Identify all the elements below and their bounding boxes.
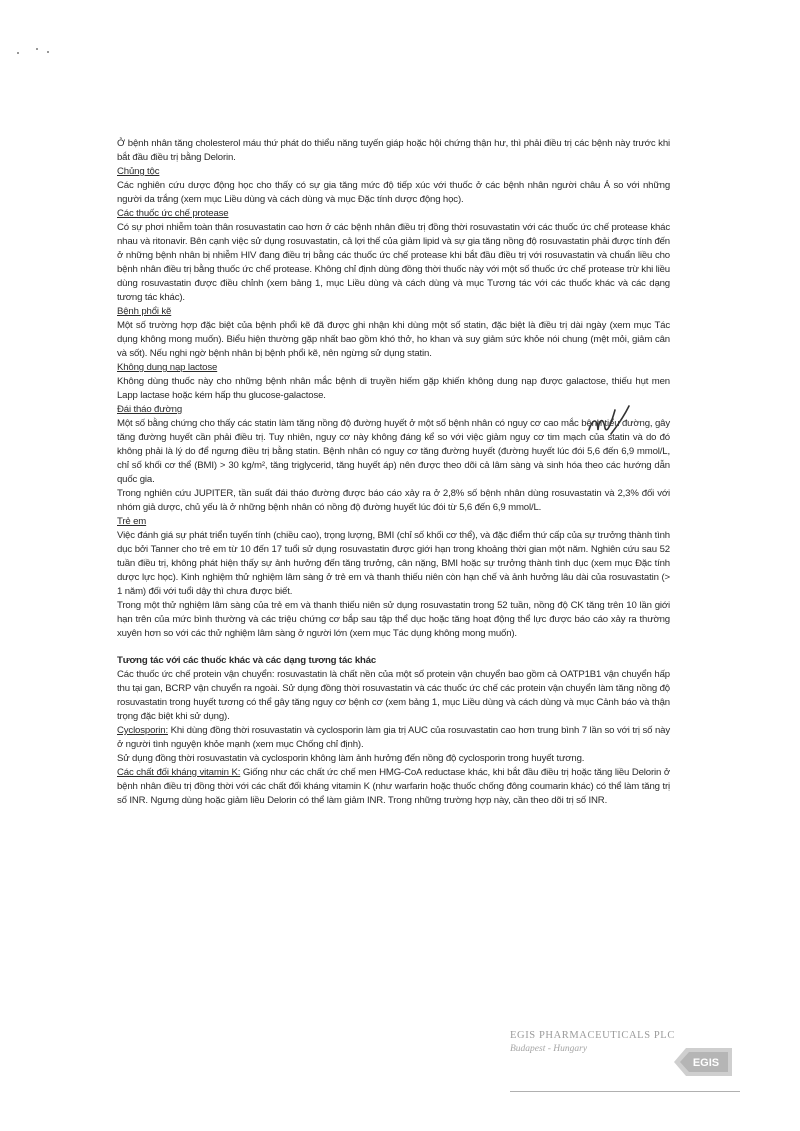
company-name: EGIS PHARMACEUTICALS PLC [510,1030,675,1041]
company-city: Budapest - Hungary [510,1044,588,1054]
paragraph: Có sự phơi nhiễm toàn thân rosuvastatin cao hơn ở các bệnh nhân điều trị đồng thời rosuvastatin với các thuốc ức chế protease khác nhau và ritonavir. Bên cạnh việc sử dụng rosuvastatin, cả lợi thế của giảm lipid và sự gia tăng nồng độ rosuvastatin phải được tính đến ở những bệnh nhân bị nhiễm HIV đang điều trị bằng các thuốc ức chế protease khi bắt đầu điều trị với rosuvastatin và chuẩn liều cho bệnh nhân điều trị bằng thuốc ức chế protease. Không chỉ định dùng đồng thời thuốc này với một số thuốc ức chế protease trừ khi liều dùng rosuvastatin được điều chỉnh (xem bảng 1, mục Liều dùng và cách dùng và mục Tương tác với các thuốc khác và các dạng tương tác khác). [117,222,670,303]
egis-logo-icon [670,1042,738,1082]
paragraph: Việc đánh giá sự phát triển tuyến tính (chiều cao), trọng lượng, BMI (chỉ số khối cơ thể), và đặc điểm thứ cấp của sự trưởng thành tình dục bởi Tanner cho trẻ em từ 10 đến 17 tuổi sử dụng rosuvastatin được giới hạn trong khoảng thời gian một năm. Nghiên cứu sau 52 tuần điều trị, không phát hiện thấy sự ảnh hưởng đến tăng trưởng, cân nặng, BMI hoặc sự trưởng thành tình dục (xem mục Đặc tính dược lực học). Kinh nghiệm thử nghiệm lâm sàng ở trẻ em và thanh thiếu niên còn hạn chế và ảnh hưởng lâu dài của rosuvastatin (> 1 năm) đối với tuổi dậy thì chưa được biết. [117,530,670,597]
company-stamp [510,1030,750,1096]
paragraph: Sử dụng đồng thời rosuvastatin và cyclosporin không làm ảnh hưởng đến nồng độ cyclosporin trong huyết tương. [117,753,585,764]
paragraph: Trong một thử nghiệm lâm sàng của trẻ em và thanh thiếu niên sử dụng rosuvastatin trong 52 tuần, nồng độ CK tăng trên 10 lần giới hạn trên của mức bình thường và các triệu chứng cơ bắp sau tập thể dục hoặc tăng hoạt động thể lực được báo cáo xảy ra thường xuyên hơn so với các thử nghiệm lâm sàng ở người lớn (xem mục Tác dụng không mong muốn). [117,600,670,639]
scan-speck [36,48,38,50]
section-subheading: Không dung nạp lactose [117,362,218,373]
paragraph: Các thuốc ức chế protein vận chuyển: rosuvastatin là chất nền của một số protein vận chuyển bao gồm cả OATP1B1 vận chuyển hấp thu tại gan, BCRP vận chuyển ra ngoài. Sử dụng đồng thời rosuvastatin và các thuốc ức chế các protein vận chuyển làm tăng nồng độ rosuvastatin trong huyết tương có thể gây tăng nguy cơ bệnh cơ (xem bảng 1, mục Liều dùng và cách dùng và mục Cảnh báo và thận trọng đặc biệt khi sử dụng). [117,669,670,722]
section-subheading: Chủng tộc [117,166,160,177]
paragraph: Ở bệnh nhân tăng cholesterol máu thứ phát do thiểu năng tuyến giáp hoặc hội chứng thận hư, thì phải điều trị các bệnh này trước khi bắt đầu điều trị bằng Delorin. [117,138,670,163]
paragraph [117,724,670,752]
section-subheading: Trẻ em [117,516,147,527]
paragraph: Các nghiên cứu dược động học cho thấy có sự gia tăng mức độ tiếp xúc với thuốc ở các bệnh nhân người châu Á so với những người da trắng (xem mục Liều dùng và cách dùng và mục Đặc tính dược động học). [117,180,670,205]
scan-speck [47,51,49,53]
section-subheading: Các thuốc ức chế protease [117,208,229,219]
paragraph-text: Khi dùng đồng thời rosuvastatin và cyclosporin làm gia trị AUC của rosuvastatin cao hơn trung bình 7 lần so với trị số này ở người tình nguyện khỏe mạnh (xem mục Chống chỉ định). [117,725,670,750]
scan-speck [17,52,19,54]
paragraph: Không dùng thuốc này cho những bệnh nhân mắc bệnh di truyền hiếm gặp khiến không dung nạp được galactose, thiếu hụt men Lapp lactase hoặc kém hấp thu glucose-galactose. [117,376,670,401]
paragraph: Trong nghiên cứu JUPITER, tần suất đái tháo đường được báo cáo xảy ra ở 2,8% số bệnh nhân dùng rosuvastatin và 2,3% đối với nhóm giả dược, chủ yếu là ở những bệnh nhân có nồng độ đường huyết lúc đói từ 5,6 đến 6,9 mmol/L. [117,488,670,513]
paragraph-text: Giống như các chất ức chế men HMG-CoA reductase khác, khi bắt đầu điều trị hoặc tăng liều Delorin ở bệnh nhân điều trị đồng thời với các chất đối kháng vitamin K (như warfarin hoặc thuốc chống đông coumarin khác) có thể làm tăng trị số INR. Ngưng dùng hoặc giảm liều Delorin có thể làm giảm INR. Trong những trường hợp này, cần theo dõi trị số INR. [117,767,670,806]
paragraph [117,766,670,808]
section-subheading: Bệnh phổi kẽ [117,306,172,317]
document-body [117,137,670,808]
paragraph: Một số bằng chứng cho thấy các statin làm tăng nồng độ đường huyết ở một số bệnh nhân có nguy cơ cao mắc bệnh tiểu đường, gây tăng đường huyết cần phải điều trị. Tuy nhiên, nguy cơ này không đáng kể so với việc giảm nguy cơ tim mạch của statin và do đó không phải là lý do để ngưng điều trị bằng statin. Bệnh nhân có nguy cơ tăng đường huyết (đường huyết lúc đói 5,6 đến 6,9 mmol/L, chỉ số khối cơ thể (BMI) > 30 kg/m², tăng triglycerid, tăng huyết áp) nên được theo dõi cả lâm sàng và sinh hóa theo các hướng dẫn quốc gia. [117,418,670,485]
divider [510,1091,740,1092]
paragraph: Một số trường hợp đặc biệt của bệnh phổi kẽ đã được ghi nhận khi dùng một số statin, đặc biệt là điều trị dài ngày (xem mục Tác dụng không mong muốn). Biểu hiện thường gặp nhất bao gồm khó thở, ho khan và suy giảm sức khỏe nói chung (mệt mỏi, giảm cân và sốt). Nếu nghi ngờ bệnh nhân bị bệnh phổi kẽ, nên ngừng sử dụng statin. [117,320,670,359]
section-subheading: Đái tháo đường [117,404,183,415]
paragraph-lead: Các chất đối kháng vitamin K: [117,767,241,778]
egis-logo-text: EGIS [692,1057,720,1069]
section-heading: Tương tác với các thuốc khác và các dạng tương tác khác [117,655,377,666]
paragraph-lead: Cyclosporin: [117,725,168,736]
handwritten-initials-icon [585,400,633,442]
